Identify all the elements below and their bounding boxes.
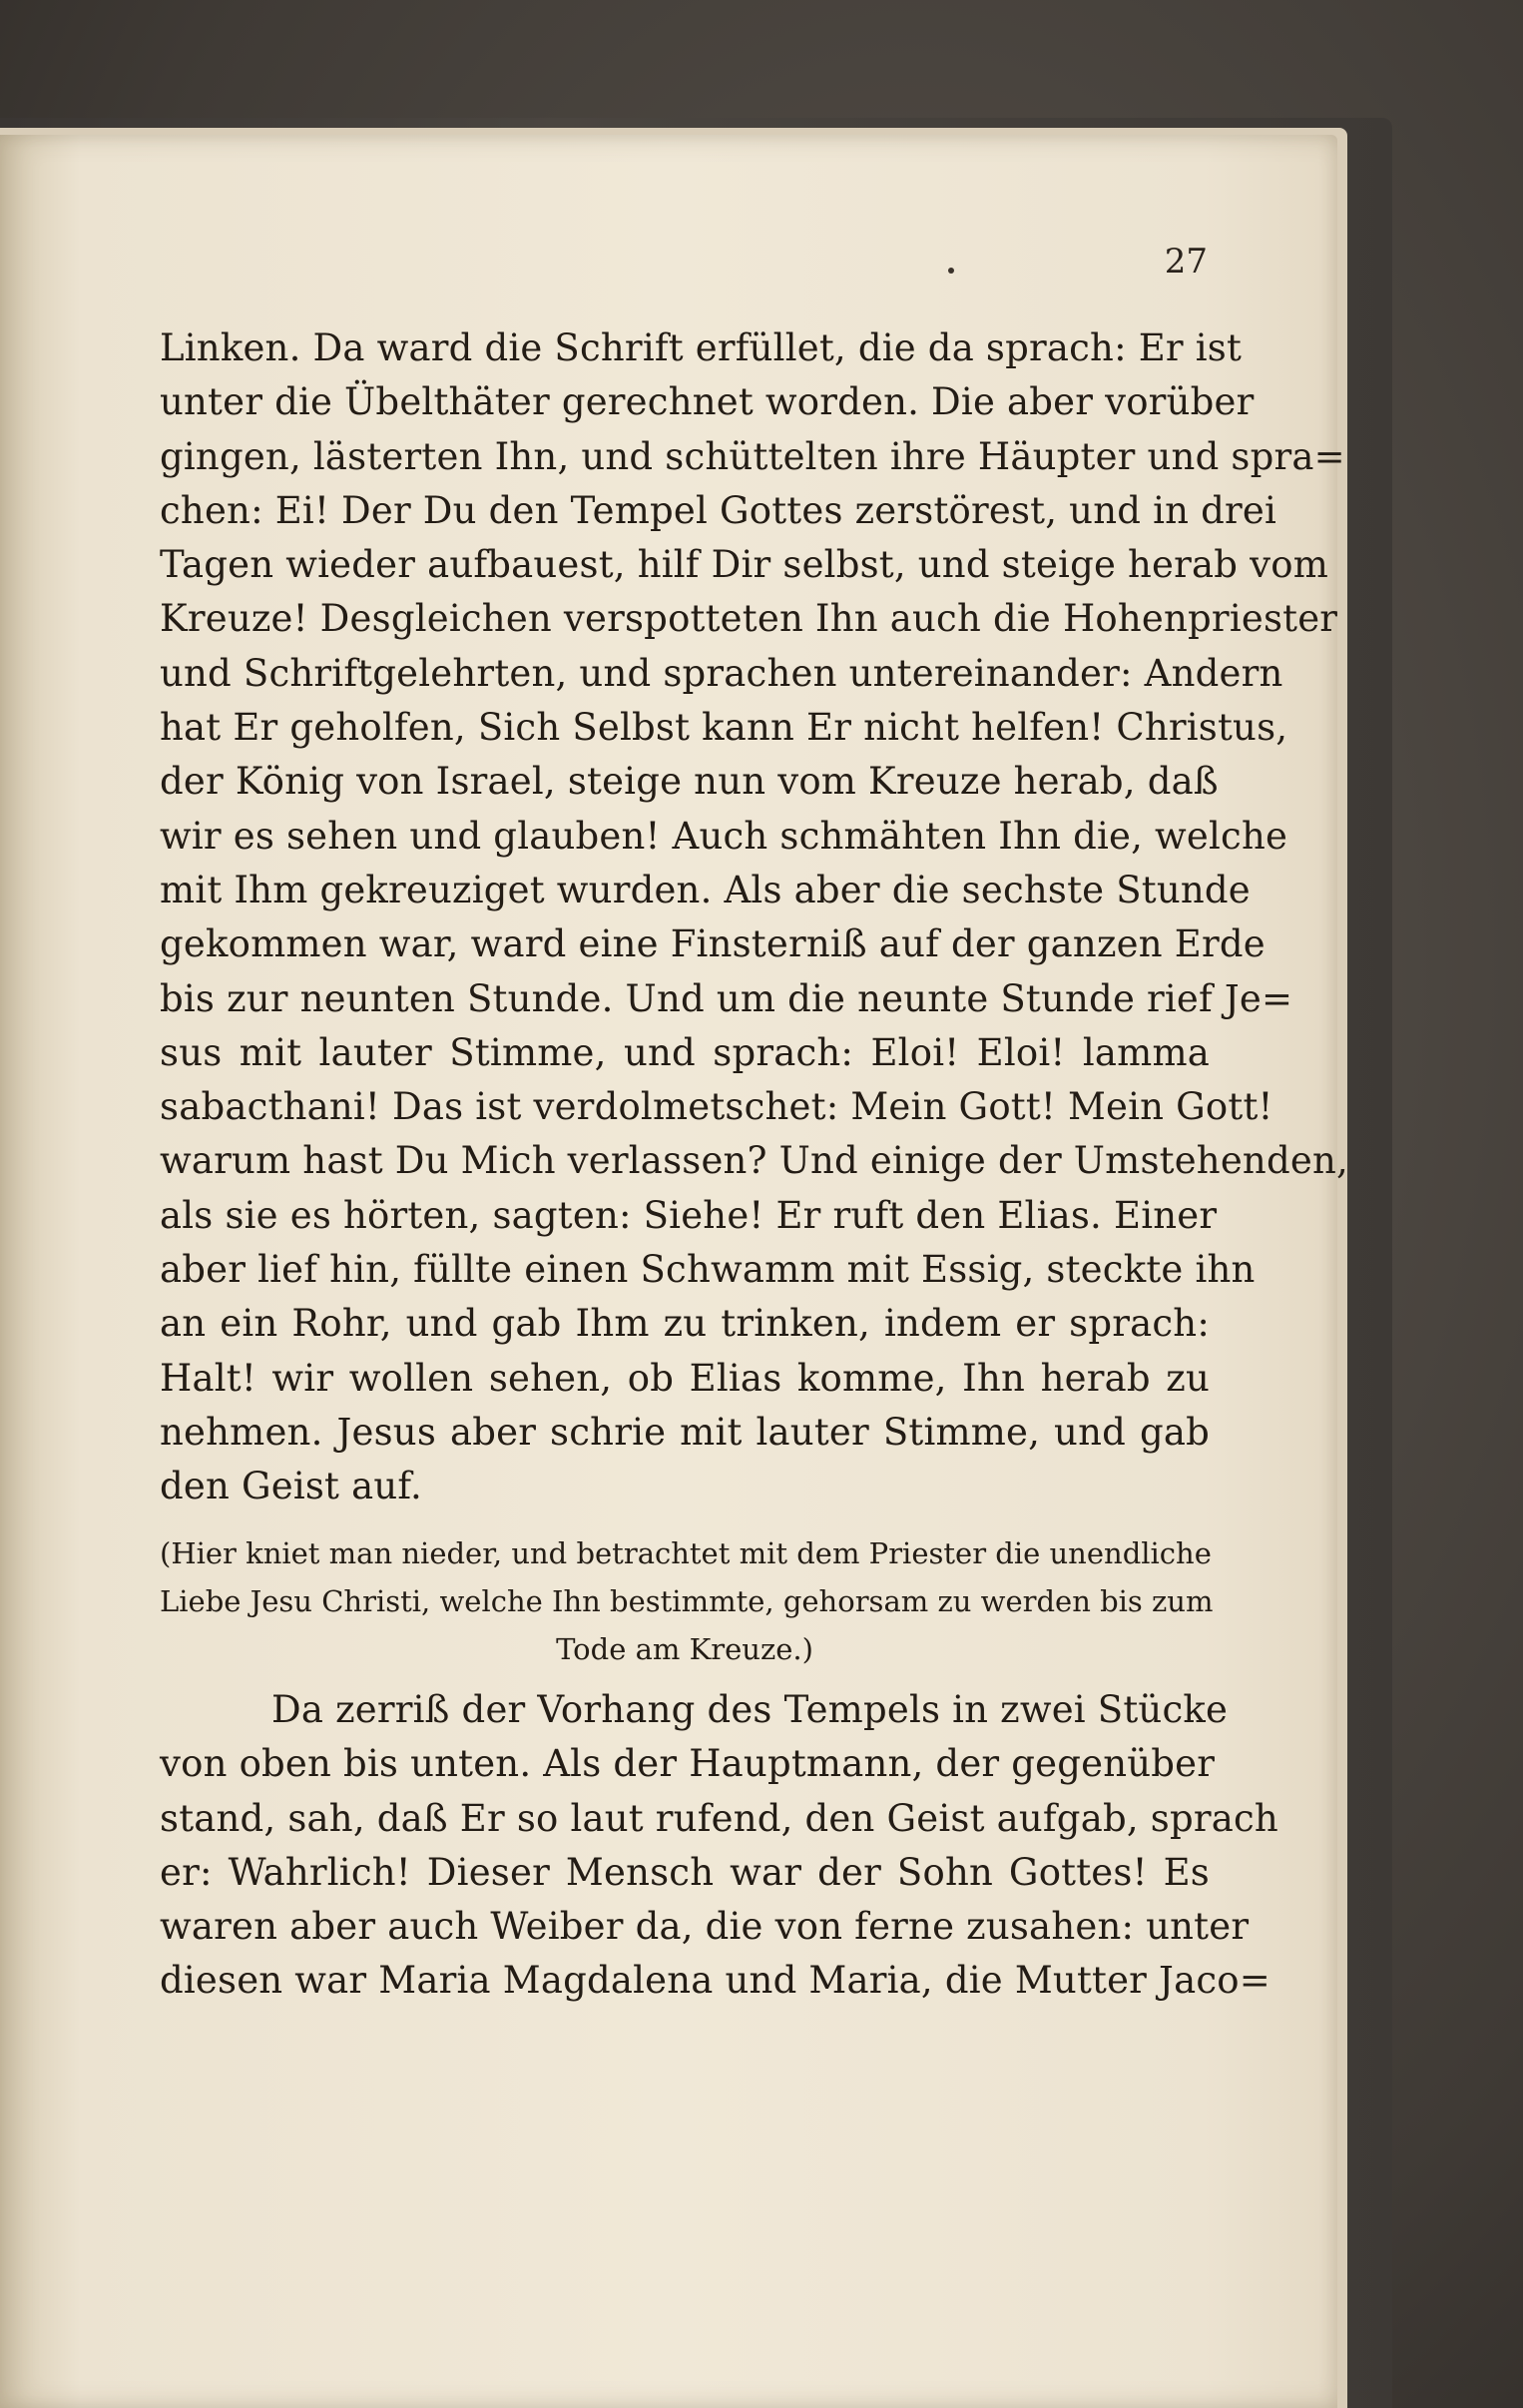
text-line: aber lief hin, füllte einen Schwamm mit Essig, steckte ihn — [160, 1248, 1256, 1292]
text-line: waren aber auch Weiber da, die von ferne zusahen: unter — [160, 1905, 1250, 1949]
text-line: Kreuze! Desgleichen verspotteten Ihn auch die Hohenpriester — [160, 597, 1338, 641]
text-line: den Geist auf. — [160, 1465, 422, 1508]
text-line: an ein Rohr, und gab Ihm zu trinken, indem er sprach: — [160, 1302, 1210, 1346]
text-line: sabacthani! Das ist verdolmetschet: Mein Gott! Mein Gott! — [160, 1085, 1273, 1129]
text-line: sus mit lauter Stimme, und sprach: Eloi! Eloi! lamma — [160, 1030, 1210, 1074]
text-line: bis zur neunten Stunde. Und um die neunte Stunde rief Je= — [160, 976, 1293, 1020]
text-line: gingen, lästerten Ihn, und schüttelten ihre Häupter und spra= — [160, 434, 1345, 478]
text-line: chen: Ei! Der Du den Tempel Gottes zerstörest, und in drei — [160, 488, 1276, 532]
text-line: nehmen. Jesus aber schrie mit lauter Stimme, und gab — [160, 1410, 1210, 1454]
text-line: er: Wahrlich! Dieser Mensch war der Sohn Gottes! Es — [160, 1850, 1210, 1894]
text-line: Da zerriß der Vorhang des Tempels in zwei Stücke — [271, 1688, 1229, 1731]
text-line: diesen war Maria Magdalena und Maria, die Mutter Jaco= — [160, 1959, 1270, 2003]
text-line: stand, sah, daß Er so laut rufend, den Geist aufgab, sprach — [160, 1796, 1278, 1840]
text-line: Halt! wir wollen sehen, ob Elias komme, Ihn herab zu — [160, 1356, 1210, 1400]
devotional-note — [160, 1529, 1214, 1673]
note-line: (Hier kniet man nieder, und betrachtet mit dem Priester die unendliche — [160, 1536, 1212, 1570]
page-dot-mark — [948, 268, 954, 274]
text-line: von oben bis unten. Als der Hauptmann, der gegenüber — [160, 1742, 1216, 1786]
text-line: mit Ihm gekreuziget wurden. Als aber die sechste Stunde — [160, 868, 1251, 911]
text-line: als sie es hörten, sagten: Siehe! Er ruft den Elias. Einer — [160, 1193, 1218, 1237]
text-line: der König von Israel, steige nun vom Kreuze herab, daß — [160, 760, 1219, 804]
text-line: hat Er geholfen, Sich Selbst kann Er nicht helfen! Christus, — [160, 706, 1288, 750]
text-line: gekommen war, ward eine Finsterniß auf der ganzen Erde — [160, 922, 1266, 966]
text-line: unter die Übelthäter gerechnet worden. Die aber vorüber — [160, 380, 1255, 424]
text-line: Linken. Da ward die Schrift erfüllet, die da sprach: Er ist — [160, 326, 1243, 369]
text-line: und Schriftgelehrten, und sprachen untereinander: Andern — [160, 651, 1283, 695]
text-line: warum hast Du Mich verlassen? Und einige der Umstehenden, — [160, 1139, 1348, 1183]
paragraph-2 — [160, 1683, 1278, 2009]
note-line: Liebe Jesu Christi, welche Ihn bestimmte, gehorsam zu werden bis zum — [160, 1584, 1214, 1618]
text-line: wir es sehen und glauben! Auch schmähten Ihn die, welche — [160, 814, 1288, 858]
page-number: 27 — [1164, 242, 1208, 282]
paragraph-1 — [160, 321, 1348, 1514]
note-line: Tode am Kreuze.) — [556, 1632, 813, 1666]
text-line: Tagen wieder aufbauest, hilf Dir selbst, und steige herab vom — [160, 543, 1328, 587]
